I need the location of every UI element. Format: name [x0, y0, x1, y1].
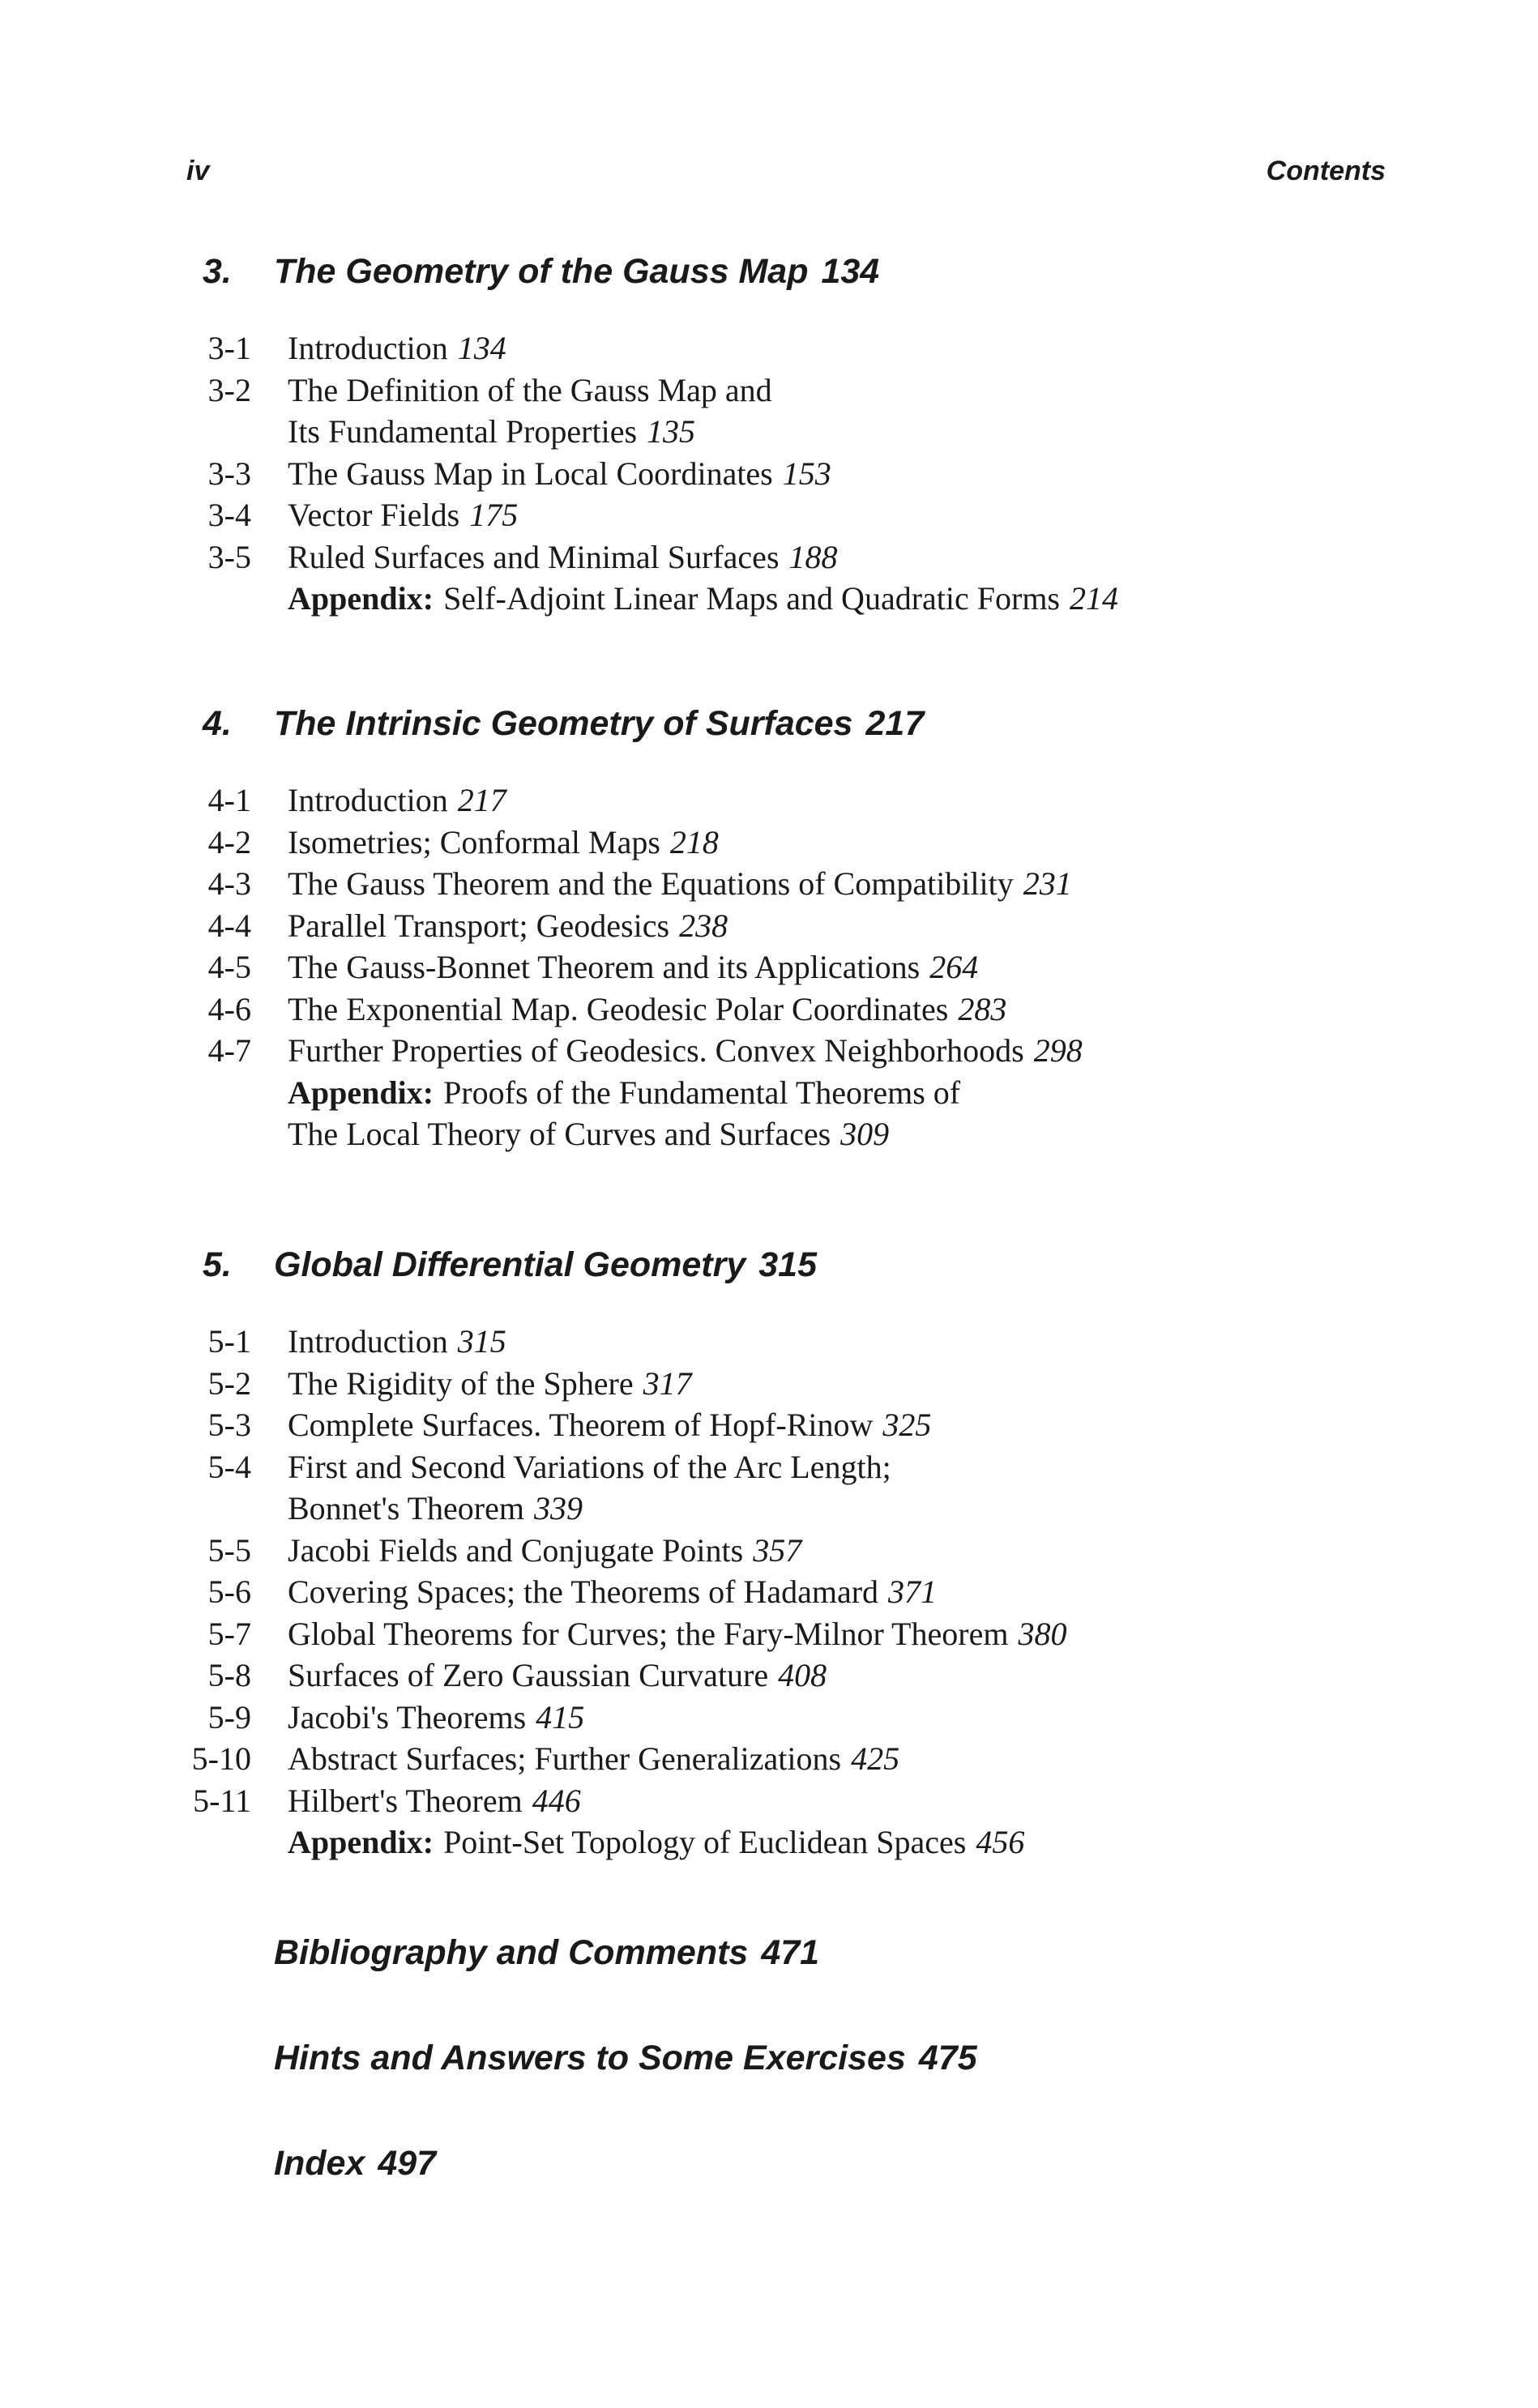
chapter-page: 134: [821, 252, 880, 291]
section-entry: [288, 1488, 583, 1530]
section-title: The Local Theory of Curves and Surfaces: [288, 1116, 831, 1152]
section-entry: [288, 1821, 1024, 1864]
section-title: Further Properties of Geodesics. Convex Neighborhoods: [288, 1032, 1024, 1069]
section-page: 214: [1070, 580, 1118, 617]
back-matter-entry[interactable]: [274, 1933, 819, 1973]
section-number: 3-2: [207, 371, 251, 408]
section-page: 231: [1023, 865, 1072, 902]
section-entry: [288, 1404, 931, 1446]
section-title: Its Fundamental Properties: [288, 413, 638, 450]
section-title: The Definition of the Gauss Map and: [288, 371, 772, 408]
section-page: 456: [976, 1824, 1025, 1860]
chapter-heading[interactable]: [0, 1236, 1538, 1293]
back-matter-title: Index: [274, 2144, 365, 2183]
section-number: 5-8: [207, 1657, 251, 1693]
toc-entry[interactable]: [0, 905, 1538, 947]
toc-entry[interactable]: [0, 327, 1538, 369]
section-entry: [288, 1780, 581, 1822]
section-number: 5-6: [207, 1573, 251, 1610]
section-page: 415: [536, 1698, 585, 1736]
section-page: 134: [457, 330, 506, 366]
section-entry: [288, 988, 1006, 1031]
section-list: [0, 779, 1538, 1155]
toc-entry[interactable]: [0, 1072, 1538, 1114]
section-number: 5-10: [191, 1740, 251, 1777]
chapter-number: 5.: [203, 1245, 232, 1284]
back-matter-page: 497: [378, 2144, 437, 2183]
chapter-title-text: Global Differential Geometry: [274, 1245, 746, 1284]
chapter-number: 3.: [203, 252, 232, 291]
toc-entry[interactable]: [0, 578, 1538, 620]
back-matter-entry[interactable]: [274, 2039, 977, 2078]
section-title: First and Second Variations of the Arc Length;: [288, 1448, 891, 1485]
chapter-title: [274, 243, 879, 300]
section-entry: [288, 1030, 1083, 1072]
section-page: 357: [753, 1531, 802, 1569]
section-number: 5-1: [207, 1323, 251, 1360]
section-title: Parallel Transport; Geodesics: [288, 907, 670, 944]
section-page: 264: [929, 949, 979, 985]
toc-entry[interactable]: [0, 1404, 1538, 1446]
back-matter-title: Hints and Answers to Some Exercises: [274, 2039, 906, 2077]
section-entry: [288, 1321, 506, 1363]
section-number: 5-5: [207, 1531, 251, 1569]
section-list: [0, 1321, 1538, 1864]
toc-entry[interactable]: [0, 1780, 1538, 1822]
chapter-page: 315: [758, 1245, 817, 1284]
section-page: 188: [788, 538, 838, 575]
toc-entry[interactable]: [0, 988, 1538, 1031]
section-number: 5-9: [207, 1698, 251, 1736]
section-number: 4-6: [207, 990, 251, 1027]
section-page: 135: [647, 413, 696, 450]
section-number: 4-2: [207, 823, 251, 860]
section-page: 298: [1033, 1032, 1083, 1069]
chapter-number: 4.: [203, 704, 232, 743]
section-number: 4-3: [207, 865, 251, 902]
section-entry: [288, 1446, 891, 1488]
section-entry: [288, 494, 518, 536]
back-matter-page: 471: [761, 1933, 820, 1972]
section-title: The Gauss Map in Local Coordinates: [288, 455, 773, 492]
section-title: The Exponential Map. Geodesic Polar Coordinates: [288, 990, 949, 1027]
section-entry: [288, 1113, 889, 1155]
section-entry: [288, 453, 831, 495]
section-page: 371: [888, 1573, 938, 1610]
section-page: 408: [778, 1657, 827, 1693]
section-entry: [288, 1738, 899, 1780]
toc-entry[interactable]: [0, 863, 1538, 905]
appendix-label: Appendix:: [288, 1824, 434, 1860]
section-entry: [288, 1072, 960, 1114]
toc-entry[interactable]: [0, 1530, 1538, 1572]
section-number: 5-7: [207, 1615, 251, 1652]
section-page: 175: [469, 497, 519, 533]
section-page: 218: [669, 823, 719, 860]
section-title: Jacobi's Theorems: [288, 1698, 527, 1736]
section-number: 4-7: [207, 1032, 251, 1069]
section-page: 315: [457, 1323, 506, 1360]
toc-entry[interactable]: [0, 1613, 1538, 1655]
section-entry: [288, 1530, 801, 1572]
section-title: Covering Spaces; the Theorems of Hadamard: [288, 1573, 879, 1610]
section-title: The Gauss-Bonnet Theorem and its Applications: [288, 949, 921, 985]
chapter-title-text: The Geometry of the Gauss Map: [274, 252, 809, 291]
section-page: 446: [532, 1782, 581, 1819]
back-matter-page: 475: [918, 2039, 977, 2077]
section-title: Isometries; Conformal Maps: [288, 823, 660, 860]
chapter-title-text: The Intrinsic Geometry of Surfaces: [274, 704, 853, 743]
section-entry: [288, 822, 719, 864]
section-page: 153: [782, 455, 831, 492]
toc-entry[interactable]: [0, 946, 1538, 988]
section-number: 5-11: [193, 1782, 251, 1819]
section-list: [0, 327, 1538, 620]
section-entry: [288, 1571, 937, 1613]
section-page: 283: [958, 990, 1007, 1027]
toc-entry[interactable]: [0, 1821, 1538, 1864]
section-title: Jacobi Fields and Conjugate Points: [288, 1531, 744, 1569]
toc-entry[interactable]: [0, 822, 1538, 864]
toc-entry[interactable]: [0, 1571, 1538, 1613]
section-title: Vector Fields: [288, 497, 460, 533]
section-title: Complete Surfaces. Theorem of Hopf-Rinow: [288, 1407, 874, 1443]
toc-entry[interactable]: [0, 453, 1538, 495]
section-page: 317: [643, 1364, 692, 1402]
section-title: The Gauss Theorem and the Equations of Compatibility: [288, 865, 1014, 902]
appendix-label: Appendix:: [288, 1074, 434, 1111]
section-title: Introduction: [288, 330, 448, 366]
section-title: Surfaces of Zero Gaussian Curvature: [288, 1657, 769, 1693]
section-page: 425: [851, 1740, 900, 1777]
chapter-heading[interactable]: [0, 695, 1538, 752]
toc-entry[interactable]: [0, 1113, 1538, 1155]
section-entry: [288, 1697, 584, 1739]
chapter-title: [274, 1236, 817, 1293]
section-title: Hilbert's Theorem: [288, 1782, 523, 1819]
section-title: Self-Adjoint Linear Maps and Quadratic Forms: [443, 580, 1060, 617]
section-title: Introduction: [288, 782, 448, 818]
toc-entry[interactable]: [0, 1654, 1538, 1697]
toc-entry[interactable]: [0, 536, 1538, 579]
section-number: 4-1: [207, 782, 251, 818]
toc-entry[interactable]: [0, 779, 1538, 822]
section-entry: [288, 1613, 1066, 1655]
section-title: Abstract Surfaces; Further Generalizations: [288, 1740, 842, 1777]
section-page: 238: [679, 907, 728, 944]
back-matter-entry[interactable]: [274, 2144, 436, 2184]
section-page: 325: [882, 1407, 932, 1443]
page-number: iv: [186, 156, 210, 186]
section-number: 5-2: [207, 1364, 251, 1402]
section-entry: [288, 905, 728, 947]
section-number: 3-4: [207, 497, 251, 533]
section-entry: [288, 578, 1118, 620]
section-number: 3-1: [207, 330, 251, 366]
section-title: Introduction: [288, 1323, 448, 1360]
toc-entry[interactable]: [0, 1030, 1538, 1072]
running-header: [186, 156, 1386, 196]
toc-entry[interactable]: [0, 369, 1538, 412]
appendix-label: Appendix:: [288, 580, 434, 617]
section-entry: [288, 1654, 827, 1697]
section-entry: [288, 946, 978, 988]
section-number: 4-5: [207, 949, 251, 985]
chapter-title: [274, 695, 924, 752]
section-entry: [288, 369, 772, 412]
section-page: 309: [840, 1116, 890, 1152]
section-title: Ruled Surfaces and Minimal Surfaces: [288, 538, 780, 575]
section-number: 3-3: [207, 455, 251, 492]
section-entry: [288, 411, 695, 453]
running-title: Contents: [1266, 156, 1386, 186]
toc-entry[interactable]: [0, 1488, 1538, 1530]
section-number: 4-4: [207, 907, 251, 944]
section-entry: [288, 863, 1072, 905]
section-number: 3-5: [207, 538, 251, 575]
toc-entry[interactable]: [0, 1363, 1538, 1405]
section-page: 217: [457, 782, 506, 818]
toc-entry[interactable]: [0, 411, 1538, 453]
section-title: Bonnet's Theorem: [288, 1490, 524, 1526]
toc-entry[interactable]: [0, 1738, 1538, 1780]
section-title: The Rigidity of the Sphere: [288, 1364, 634, 1402]
section-page: 339: [533, 1490, 583, 1526]
toc-entry[interactable]: [0, 1321, 1538, 1363]
section-entry: [288, 536, 838, 579]
section-page: 380: [1018, 1615, 1067, 1652]
back-matter-title: Bibliography and Comments: [274, 1933, 749, 1972]
toc-entry[interactable]: [0, 1446, 1538, 1488]
toc-entry[interactable]: [0, 1697, 1538, 1739]
section-number: 5-3: [207, 1407, 251, 1443]
toc-entry[interactable]: [0, 494, 1538, 536]
section-entry: [288, 779, 506, 822]
chapter-page: 217: [865, 704, 925, 743]
section-entry: [288, 1363, 692, 1405]
section-title: Point-Set Topology of Euclidean Spaces: [443, 1824, 967, 1860]
section-entry: [288, 327, 506, 369]
section-title: Proofs of the Fundamental Theorems of: [443, 1074, 961, 1111]
section-number: 5-4: [207, 1448, 251, 1485]
chapter-heading[interactable]: [0, 243, 1538, 300]
section-title: Global Theorems for Curves; the Fary-Milnor Theorem: [288, 1615, 1009, 1652]
